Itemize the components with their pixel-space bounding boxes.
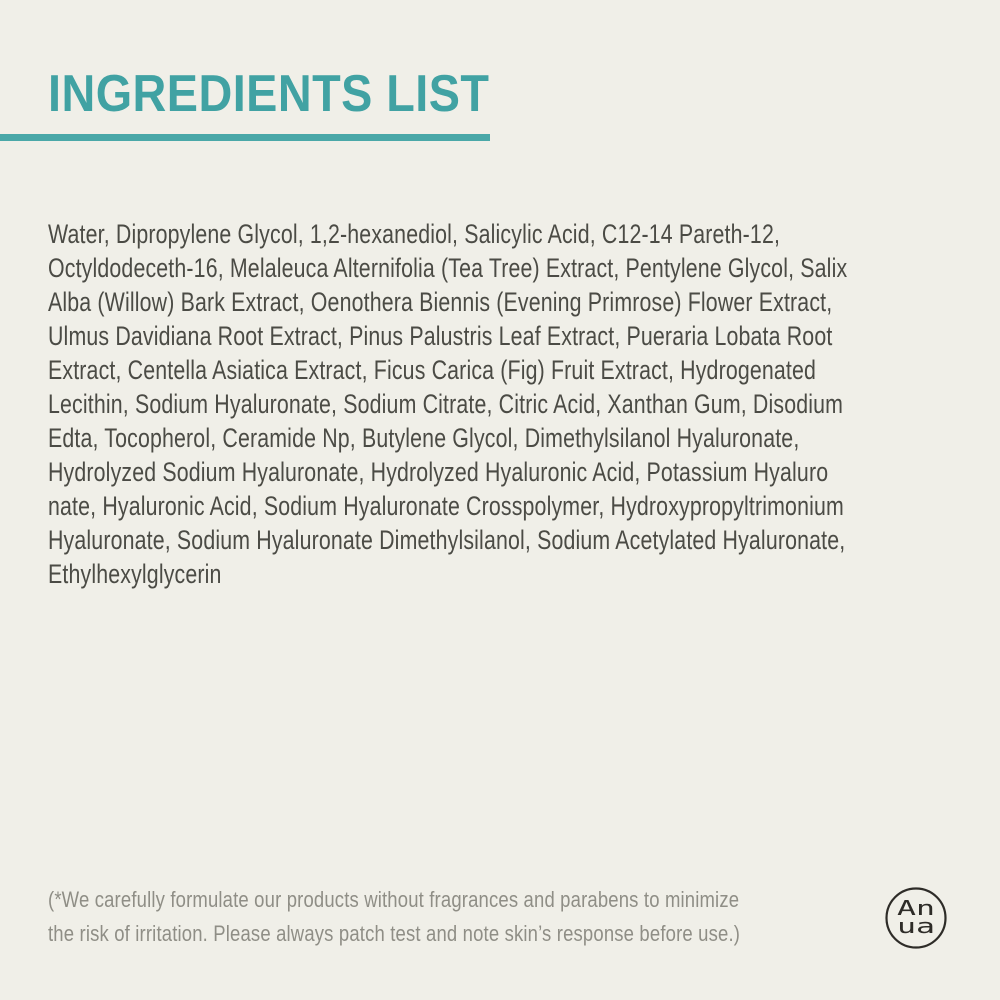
logo-text-top: An — [897, 896, 935, 920]
text-line: Lecithin, Sodium Hyaluronate, Sodium Citrate, Citric Acid, Xanthan Gum, Disodium — [48, 389, 844, 419]
text-line: Ethylhexylglycerin — [48, 559, 222, 589]
text-line: Hyaluronate, Sodium Hyaluronate Dimethylsilanol, Sodium Acetylated Hyaluronate, — [48, 525, 846, 555]
text-line: Edta, Tocopherol, Ceramide Np, Butylene Glycol, Dimethylsilanol Hyaluronate, — [48, 423, 800, 453]
text-line: Hydrolyzed Sodium Hyaluronate, Hydrolyzed Hyaluronic Acid, Potassium Hyaluro — [48, 457, 829, 487]
text-line: Water, Dipropylene Glycol, 1,2-hexanediol, Salicylic Acid, C12-14 Pareth-12, — [48, 219, 781, 249]
text-line: (*We carefully formulate our products without fragrances and parabens to minimize — [48, 887, 740, 912]
page-title: INGREDIENTS LIST — [48, 65, 490, 123]
text-line: Alba (Willow) Bark Extract, Oenothera Biennis (Evening Primrose) Flower Extract, — [48, 287, 833, 317]
text-line: Octyldodeceth-16, Melaleuca Alternifolia (Tea Tree) Extract, Pentylene Glycol, Salix — [48, 253, 848, 283]
ingredients-text — [48, 217, 988, 591]
logo-text-bottom: ua — [897, 914, 935, 938]
brand-logo — [884, 886, 948, 950]
text-line: nate, Hyaluronic Acid, Sodium Hyaluronate Crosspolymer, Hydroxypropyltrimonium — [48, 491, 844, 521]
text-line: Ulmus Davidiana Root Extract, Pinus Palustris Leaf Extract, Pueraria Lobata Root — [48, 321, 833, 351]
text-line: Extract, Centella Asiatica Extract, Ficus Carica (Fig) Fruit Extract, Hydrogenated — [48, 355, 817, 385]
footnote-text — [48, 883, 908, 951]
title-underline — [0, 134, 490, 141]
text-line: the risk of irritation. Please always patch test and note skin’s response before use.) — [48, 921, 741, 946]
